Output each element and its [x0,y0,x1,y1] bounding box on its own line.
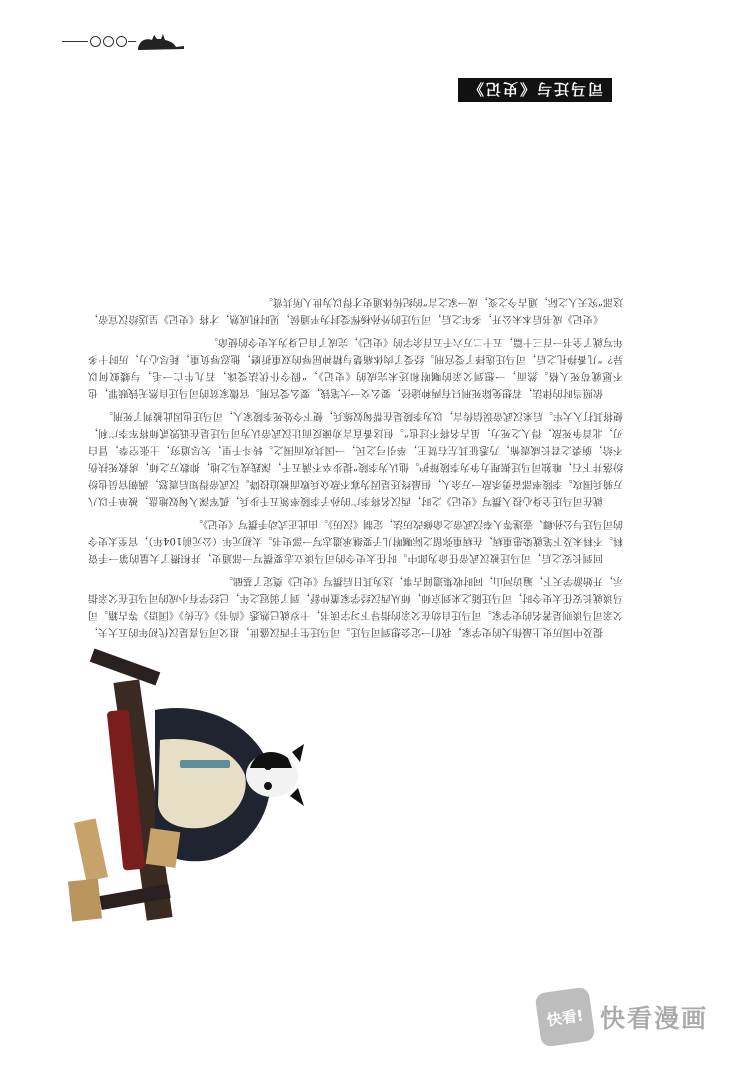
scholar-cat-illustration [60,640,330,930]
ornament-ring [103,36,114,47]
paragraph: 回到长安之后，司马迁被汉武帝任命为郎中。时任太史令的司马谈立志要撰写一部通史，并积攒了大量的第一手资料。不料未及下笔就染患重病，在病重弥留之际嘱咐儿子要继承遗志写一部史书。太初元年（公元前104年），官至太史令的司马迁与公孙卿、壶遂等人奉汉武帝之命修改历法，定制《汉历》。由此正式动手撰写《史记》。 [88,518,623,563]
page-title: 司马迁与《史记》 [458,78,612,102]
article-body [88,120,623,640]
paragraph: 《史记》成书后本未公开，多年之后，司马迁的外孙杨恽受封为平通侯，见时机成熟，才将《史记》呈送给汉宣帝，这部“究天人之际，通古今之变，成一家之言”的纪传体通史才得以为世人所共赏。 [88,296,623,324]
watermark-badge: 快看! [535,987,596,1048]
header-ornament [62,30,192,54]
ornament-line [62,41,88,42]
paragraph: 依照当时的律法，若想免除死刑只有两种途径，要么交一大笔钱，要么受宫刑。官微家贫的司马迁自然无钱赎罪，也不愿就苟死人格。然而，一想到父亲的嘱咐和还未完成的《史记》，“假令仆伏法受诛，若九牛亡一毛，与蝼蚁何以异？”几番挣扎之后，司马迁选择了受宫刑。经受了肉体痛楚与精神屈辱的双重折磨，他忍辱负重，耗尽心力，历时十多年写就了全书一百三十篇，五十二万六千五百余字的《史记》，完成了自己身为太史令的使命。 [88,336,623,398]
watermark [538,988,738,1046]
ornament-ring [116,36,127,47]
paragraph: 就在司马迁全身心投入撰写《史记》之时，西汉名将李广的孙子李陵率领五千步兵，孤军深入匈奴地盘，被单于以八万骑兵围攻。李陵率部奋勇杀敌一万余人，但最终还是因为寡不敌众兵败而被迫投降。汉武帝得知后震怒，满朝官员也纷纷落井下石，唯独司马迁据理力争为李陵辩护。他认为李陵“提步卒不满五千，深践戎马之地，抑数万之师，虏救死扶伤不给，旃裘之君长咸震怖，乃悉征其左右贤王，举引弓之民，一国共攻而围之。转斗千里，矢尽道穷，士张空拳，冒白刃，北首争死敌，得人之死力，虽古名将不过也”。但这番直言劝谏反而让汉武帝认为司马迁是在诋毁贰师将军李广利，便将其打入大牢。后来汉武帝误信传言，以为李陵是在帮匈奴练兵，便下令处死李陵家人，司马迁也因此被判了死刑。 [88,410,623,506]
cat-silhouette-icon [134,30,186,52]
paragraph: 提及中国历史上最伟大的史学家，我们一定会想到司马迁。司马迁生于西汉盛世，祖父司马喜是汉代初年的五大夫，父亲司马谈则是著名的史学家。司马迁自幼在父亲的指导下习字读书，十岁就已熟悉《尚书》《左传》《国语》等古籍。司马谈就长安任太史令时，司马迁随之来到京师，师从西汉经学家董仲舒，到了弱冠之年，已经学有小成的司马迁在父亲指示，开始游学天下，遍访河山，同时收集遗闻古事，这为其日后撰写《史记》奠定了基础。 [88,575,623,637]
watermark-text: 快看漫画 [600,1004,709,1033]
ornament-ring [90,36,101,47]
